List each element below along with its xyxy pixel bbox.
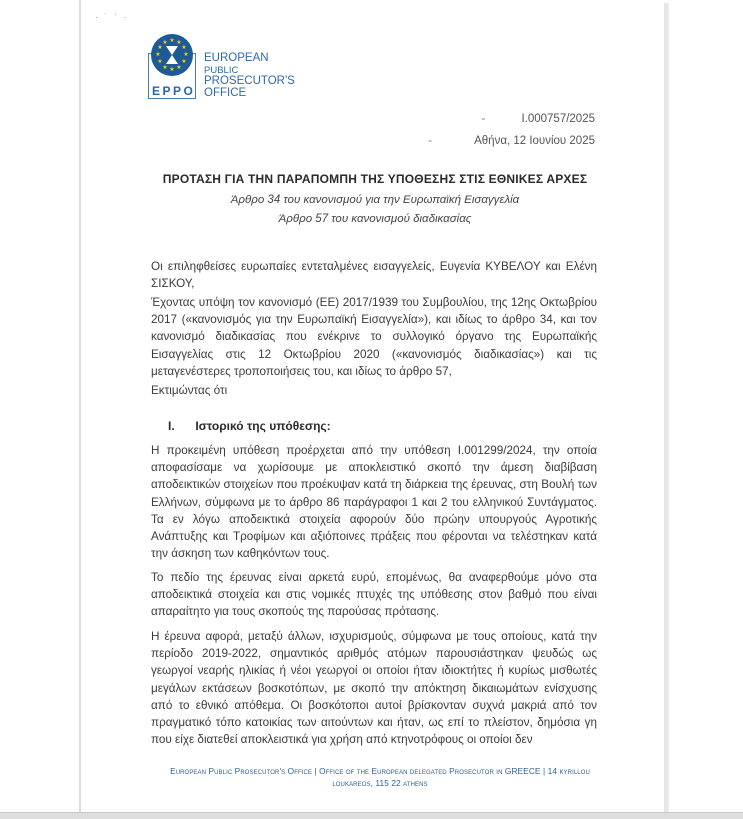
document-heading [110, 172, 640, 225]
logo-line-3: PROSECUTOR'S [204, 75, 295, 87]
case-number: I.000757/2025 [521, 113, 595, 125]
paragraph-considering [151, 382, 597, 399]
paragraph-case-origin [151, 442, 597, 562]
svg-text:★: ★ [169, 38, 175, 44]
paragraph-5: Το πεδίο της έρευνας είναι αρκετά ευρύ, επομένως, θα αναφερθούμε μόνο στα αποδεικτικά στοιχεία και στις νομικές πτυχές της υπόθεσης στον βαθμό που είναι απαραίτητο για τους σκοπούς της παρούσας πρότασης. [151, 571, 597, 619]
document-subtitle-2: Άρθρο 57 του κανονισμού διαδικασίας [278, 213, 472, 225]
svg-text:★: ★ [183, 52, 189, 58]
paragraph-prosecutors [151, 258, 597, 292]
reference-block [428, 108, 595, 152]
svg-text:★: ★ [176, 40, 182, 46]
eppo-logo [148, 31, 295, 101]
section-heading-history [168, 419, 331, 433]
svg-text:★: ★ [181, 59, 187, 65]
scan-specks: · ˙ ˈ · [95, 12, 129, 22]
logo-line-1: EUROPEAN [204, 52, 269, 64]
logo-emblem-icon [151, 34, 193, 76]
paragraph-2: Έχοντας υπόψη τον κανονισμό (ΕΕ) 2017/1939 του Συμβουλίου, της 12ης Οκτωβρίου 2017 («κανονισμός για την Ευρωπαϊκή Εισαγγελία»), και ιδίως το άρθρο 34, και τον κανονισμό διαδικασίας που ενέκρινε το συλλογικό όργανο της Ευρωπαϊκής Εισαγγελίας στις 12 Οκτωβρίου 2020 («κανονισμός διαδικασίας») και τις μεταγενέστερες τροποποιήσεις του, και ιδίως το άρθρο 57, [151, 296, 597, 378]
logo-line-4: OFFICE [204, 86, 247, 99]
footer-line-1: European Public Prosecutor's Office | Office of the European delegated Prosecutor in GREECE | 14 kyrillou [170, 766, 590, 776]
logo-line-2: PUBLIC [204, 64, 239, 76]
paragraph-having-regard [151, 294, 597, 380]
paragraph-1: Οι επιληφθείσες ευρωπαίες εντεταλμένες εισαγγελείς, Ευγενία ΚΥΒΕΛΟΥ και Ελένη ΣΙΣΚΟΥ, [151, 260, 597, 291]
paragraph-investigation [151, 628, 597, 748]
page-left-edge [79, 0, 81, 812]
document-title: ΠΡΟΤΑΣΗ ΓΙΑ ΤΗΝ ΠΑΡΑΠΟΜΠΗ ΤΗΣ ΥΠΟΘΕΣΗΣ ΣΤΙΣ ΕΘΝΙΚΕΣ ΑΡΧΕΣ [162, 172, 588, 186]
paragraph-scope [151, 569, 597, 621]
ref-dash-1: - [481, 113, 486, 125]
svg-text:★: ★ [162, 65, 168, 71]
paragraph-4: Η προκειμένη υπόθεση προέρχεται από την υπόθεση I.001299/2024, την οποία αποφασίσαμε να χωρίσουμε με αποκλειστικό σκοπό την άμεση διαβίβαση αποδεικτικών στοιχείων που προέκυψαν κατά τη διάρκεια της έρευνας, στη Βουλή των Ελλήνων, σύμφωνα με το άρθρο 86 παράγραφοι 1 και 2 του ελληνικού Συντάγματος. Τα εν λόγω αποδεικτικά στοιχεία αφορούν δύο πρώην υπουργούς Αγροτικής Ανάπτυξης και Τροφίμων και αξιόποινες πράξεις που φέρονται να τελέστηκαν κατά την άσκηση των καθηκόντων τους. [151, 444, 597, 561]
svg-text:★: ★ [157, 59, 163, 65]
logo-acronym: EPPO [152, 84, 196, 98]
section-title: Ιστορικό της υπόθεσης: [195, 419, 331, 433]
svg-text:★: ★ [176, 65, 182, 71]
page-right-edge [664, 3, 669, 812]
paragraph-3: Εκτιμώντας ότι [151, 384, 228, 397]
footer-line-2: loukareos, 115 22 athens [332, 778, 428, 788]
ref-dash-2: - [428, 135, 432, 147]
logo-wordmark [204, 53, 295, 99]
svg-text:★: ★ [155, 52, 161, 58]
svg-text:★: ★ [157, 45, 163, 51]
svg-text:★: ★ [169, 67, 175, 73]
section-number: I. [168, 419, 175, 433]
svg-text:★: ★ [162, 40, 168, 46]
document-subtitle-1: Άρθρο 34 του κανονισμού για την Ευρωπαϊκή Εισαγγελία [230, 194, 520, 206]
page-footer [140, 765, 620, 789]
paragraph-6: Η έρευνα αφορά, μεταξύ άλλων, ισχυρισμούς, σύμφωνα με τους οποίους, κατά την περίοδο 2019-2022, σημαντικός αριθμός ατόμων παρουσιάστηκαν ψευδώς ως γεωργοί νεαρής ηλικίας ή νέοι γεωργοί οι οποίοι ήταν ιδιοκτήτες ή κυρίως μισθωτές μεγάλων εκτάσεων βοσκοτόπων, με σκοπό την απόκτηση δικαιωμάτων ενίσχυσης από το εθνικό απόθεμα. Οι βοσκότοποι αυτοί βρίσκονταν συχνά μακριά από τον πραγματικό τόπο κατοικίας των αιτούντων και ήταν, ως επί το πλείστον, δημόσια γη που είχε διατεθεί αποκλειστικά για χρήση από κτηνοτρόφους οι οποίοι δεν [151, 630, 597, 747]
place-date: Αθήνα, 12 Ιουνίου 2025 [474, 135, 595, 147]
svg-text:★: ★ [181, 45, 187, 51]
